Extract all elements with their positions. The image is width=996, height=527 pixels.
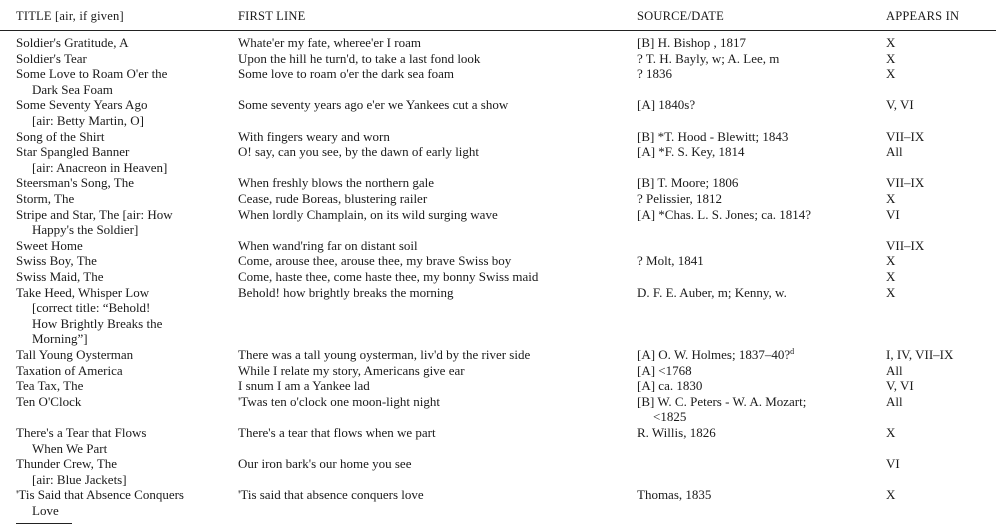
- cell-title-line: Happy's the Soldier]: [32, 222, 139, 238]
- cell-appears-in: X: [886, 66, 896, 82]
- cell-appears-in: VII–IX: [886, 175, 925, 191]
- cell-title-line: There's a Tear that Flows: [16, 425, 147, 440]
- cell-first-line: [238, 191, 427, 207]
- cell-first-line: [238, 487, 424, 503]
- cell-first-line-line: When wand'ring far on distant soil: [238, 237, 418, 253]
- cell-title: [16, 144, 167, 175]
- cell-source-date: [637, 207, 811, 223]
- cell-title-line: Take Heed, Whisper Low: [16, 284, 150, 300]
- cell-title: [16, 253, 97, 269]
- cell-first-line-line: Some seventy years ago e'er we Yankees cut a show: [238, 97, 509, 113]
- cell-title: [16, 363, 123, 379]
- cell-title-line: Dark Sea Foam: [32, 81, 113, 97]
- cell-first-line-line: Our iron bark's our home you see: [238, 456, 412, 472]
- cell-title: [16, 269, 104, 285]
- cell-appears-in: All: [886, 393, 903, 409]
- cell-source-date: [637, 51, 779, 67]
- cell-source-date: [637, 378, 702, 394]
- cell-source-date: [637, 347, 794, 363]
- header-appears-in: APPEARS IN: [886, 9, 960, 23]
- cell-source-date-line: [A] O. W. Holmes; 1837–40?$^d$: [637, 347, 795, 362]
- cell-title-line: Soldier's Tear: [16, 50, 87, 66]
- cell-source-date: [637, 394, 806, 425]
- cell-first-line-line: Behold! how brightly breaks the morning: [238, 284, 454, 300]
- cell-title-line: Some Seventy Years Ago: [16, 97, 148, 113]
- cell-source-date: [637, 35, 746, 51]
- cell-source-date: [637, 66, 672, 82]
- cell-source-date: [637, 129, 788, 145]
- cell-first-line: [238, 175, 434, 191]
- cell-first-line: [238, 456, 411, 472]
- cell-first-line-line: There's a tear that flows when we part: [238, 425, 436, 440]
- cell-first-line-line: There was a tall young oysterman, liv'd by the river side: [238, 347, 531, 362]
- cell-first-line: [238, 35, 421, 51]
- header-source-date: SOURCE/DATE: [637, 9, 724, 23]
- cell-source-date-line: Thomas, 1835: [637, 487, 712, 503]
- cell-source-date: [637, 285, 787, 301]
- cell-source-date: [637, 97, 695, 113]
- cell-title-line: Swiss Maid, The: [16, 269, 104, 284]
- cell-title-line: Thunder Crew, The: [16, 456, 118, 472]
- cell-title: [16, 394, 81, 410]
- cell-title-line: Taxation of America: [16, 362, 123, 378]
- cell-title: [16, 347, 133, 363]
- cell-first-line-line: Some love to roam o'er the dark sea foam: [238, 66, 455, 82]
- cell-source-date: [637, 363, 692, 379]
- cell-title-line: Soldier's Gratitude, A: [16, 35, 129, 50]
- cell-source-date-line: D. F. E. Auber, m; Kenny, w.: [637, 284, 787, 300]
- cell-title: [16, 35, 128, 51]
- cell-appears-in: All: [886, 144, 903, 160]
- cell-first-line: [238, 97, 508, 113]
- cell-title: [16, 51, 87, 67]
- cell-first-line-line: When lordly Champlain, on its wild surging wave: [238, 206, 498, 222]
- cell-title-line: [air: Betty Martin, O]: [32, 112, 144, 128]
- cell-appears-in: X: [886, 191, 896, 206]
- cell-source-date-line: [A] *Chas. L. S. Jones; ca. 1814?: [637, 206, 812, 222]
- header-title: TITLE [air, if given]: [16, 9, 124, 23]
- cell-title: [16, 487, 184, 518]
- cell-source-date: [637, 191, 722, 207]
- header-rule: [0, 30, 996, 31]
- cell-title: [16, 285, 162, 347]
- cell-source-date-line: [B] H. Bishop , 1817: [637, 35, 747, 50]
- cell-source-date: [637, 144, 745, 160]
- cell-first-line: [238, 253, 511, 269]
- cell-source-date-line: ? Molt, 1841: [637, 253, 704, 269]
- header-first-line: FIRST LINE: [238, 9, 306, 23]
- cell-appears-in: X: [886, 269, 896, 284]
- cell-title: [16, 191, 74, 207]
- cell-title-line: When We Part: [32, 440, 108, 456]
- cell-source-date: [637, 425, 716, 441]
- cell-appears-in: X: [886, 35, 896, 50]
- cell-title-line: Stripe and Star, The [air: How: [16, 206, 173, 222]
- cell-appears-in: X: [886, 487, 896, 503]
- cell-title: [16, 129, 104, 145]
- cell-first-line-line: With fingers weary and worn: [238, 128, 390, 144]
- cell-title: [16, 207, 173, 238]
- cell-title-line: Love: [32, 502, 59, 518]
- cell-appears-in: X: [886, 425, 896, 440]
- cell-title: [16, 378, 83, 394]
- cell-first-line: [238, 378, 370, 394]
- cell-title-line: Sweet Home: [16, 237, 83, 253]
- cell-source-date-line: ? 1836: [637, 66, 673, 82]
- cell-appears-in: X: [886, 284, 896, 300]
- cell-source-date-line: [A] <1768: [637, 362, 692, 378]
- cell-source-date-line: ? T. H. Bayly, w; A. Lee, m: [637, 50, 780, 66]
- cell-source-date-line: [B] *T. Hood - Blewitt; 1843: [637, 128, 789, 144]
- cell-title: [16, 66, 167, 97]
- cell-title-line: [air: Blue Jackets]: [32, 471, 127, 487]
- cell-title-line: Ten O'Clock: [16, 393, 82, 409]
- cell-first-line: [238, 238, 418, 254]
- cell-first-line-line: While I relate my story, Americans give ear: [238, 362, 465, 378]
- cell-first-line-line: O! say, can you see, by the dawn of early light: [238, 144, 480, 160]
- cell-first-line-line: Come, arouse thee, arouse thee, my brave Swiss boy: [238, 253, 512, 269]
- cell-first-line-line: 'Tis said that absence conquers love: [238, 487, 424, 503]
- cell-title: [16, 425, 146, 456]
- cell-first-line: [238, 129, 390, 145]
- cell-first-line: [238, 425, 436, 441]
- cell-source-date-line: [A] ca. 1830: [637, 378, 703, 394]
- cell-first-line-line: I snum I am a Yankee lad: [238, 378, 370, 394]
- cell-first-line: [238, 394, 440, 410]
- cell-first-line: [238, 207, 498, 223]
- cell-appears-in: VII–IX: [886, 237, 925, 253]
- cell-source-date-line: [A] 1840s?: [637, 97, 696, 113]
- cell-first-line: [238, 363, 465, 379]
- cell-title-line: Song of the Shirt: [16, 128, 105, 144]
- cell-title-line: Star Spangled Banner: [16, 144, 130, 160]
- cell-title: [16, 97, 147, 128]
- cell-title-line: Some Love to Roam O'er the: [16, 66, 168, 82]
- cell-first-line: [238, 285, 454, 301]
- cell-appears-in: V, VI: [886, 97, 914, 113]
- cell-appears-in: V, VI: [886, 378, 914, 394]
- cell-first-line-line: Come, haste thee, come haste thee, my bonny Swiss maid: [238, 269, 539, 284]
- cell-source-date-line: [A] *F. S. Key, 1814: [637, 144, 745, 160]
- cell-first-line-line: When freshly blows the northern gale: [238, 175, 435, 191]
- cell-title-line: How Brightly Breaks the: [32, 315, 163, 331]
- cell-source-date: [637, 487, 711, 503]
- cell-source-date-line: R. Willis, 1826: [637, 425, 716, 440]
- cell-appears-in: I, IV, VII–IX: [886, 347, 954, 362]
- cell-title-line: Swiss Boy, The: [16, 253, 97, 269]
- cell-appears-in: X: [886, 50, 896, 66]
- cell-title-line: [air: Anacreon in Heaven]: [32, 159, 168, 175]
- cell-title-line: Steersman's Song, The: [16, 175, 135, 191]
- footnote-rule: [16, 523, 72, 524]
- cell-source-date-line: [B] T. Moore; 1806: [637, 175, 739, 191]
- cell-appears-in: VI: [886, 206, 900, 222]
- cell-first-line: [238, 347, 530, 363]
- cell-source-date: [637, 175, 738, 191]
- cell-first-line: [238, 51, 480, 67]
- cell-first-line: [238, 269, 538, 285]
- cell-first-line-line: Cease, rude Boreas, blustering railer: [238, 191, 428, 206]
- cell-appears-in: All: [886, 362, 903, 378]
- cell-first-line: [238, 66, 454, 82]
- footnote-marker: d: [790, 347, 795, 356]
- cell-title-line: Morning”]: [32, 331, 88, 347]
- cell-appears-in: VII–IX: [886, 128, 925, 144]
- cell-source-date-line: ? Pelissier, 1812: [637, 191, 723, 206]
- cell-source-date: [637, 253, 704, 269]
- cell-first-line-line: Upon the hill he turn'd, to take a last fond look: [238, 50, 481, 66]
- cell-title-line: 'Tis Said that Absence Conquers: [16, 487, 184, 503]
- cell-title-line: Storm, The: [16, 191, 75, 206]
- cell-source-date-line: [B] W. C. Peters - W. A. Mozart;: [637, 393, 807, 409]
- cell-first-line: [238, 144, 479, 160]
- cell-title-line: Tall Young Oysterman: [16, 347, 134, 362]
- cell-title: [16, 456, 127, 487]
- cell-title: [16, 175, 134, 191]
- cell-appears-in: X: [886, 253, 896, 269]
- cell-title-line: [correct title: “Behold!: [32, 300, 151, 316]
- cell-title-line: Tea Tax, The: [16, 378, 84, 394]
- cell-first-line-line: 'Twas ten o'clock one moon-light night: [238, 393, 440, 409]
- cell-first-line-line: Whate'er my fate, wheree'er I roam: [238, 35, 421, 50]
- cell-appears-in: VI: [886, 456, 900, 472]
- cell-title: [16, 238, 83, 254]
- cell-source-date-line: <1825: [653, 409, 687, 425]
